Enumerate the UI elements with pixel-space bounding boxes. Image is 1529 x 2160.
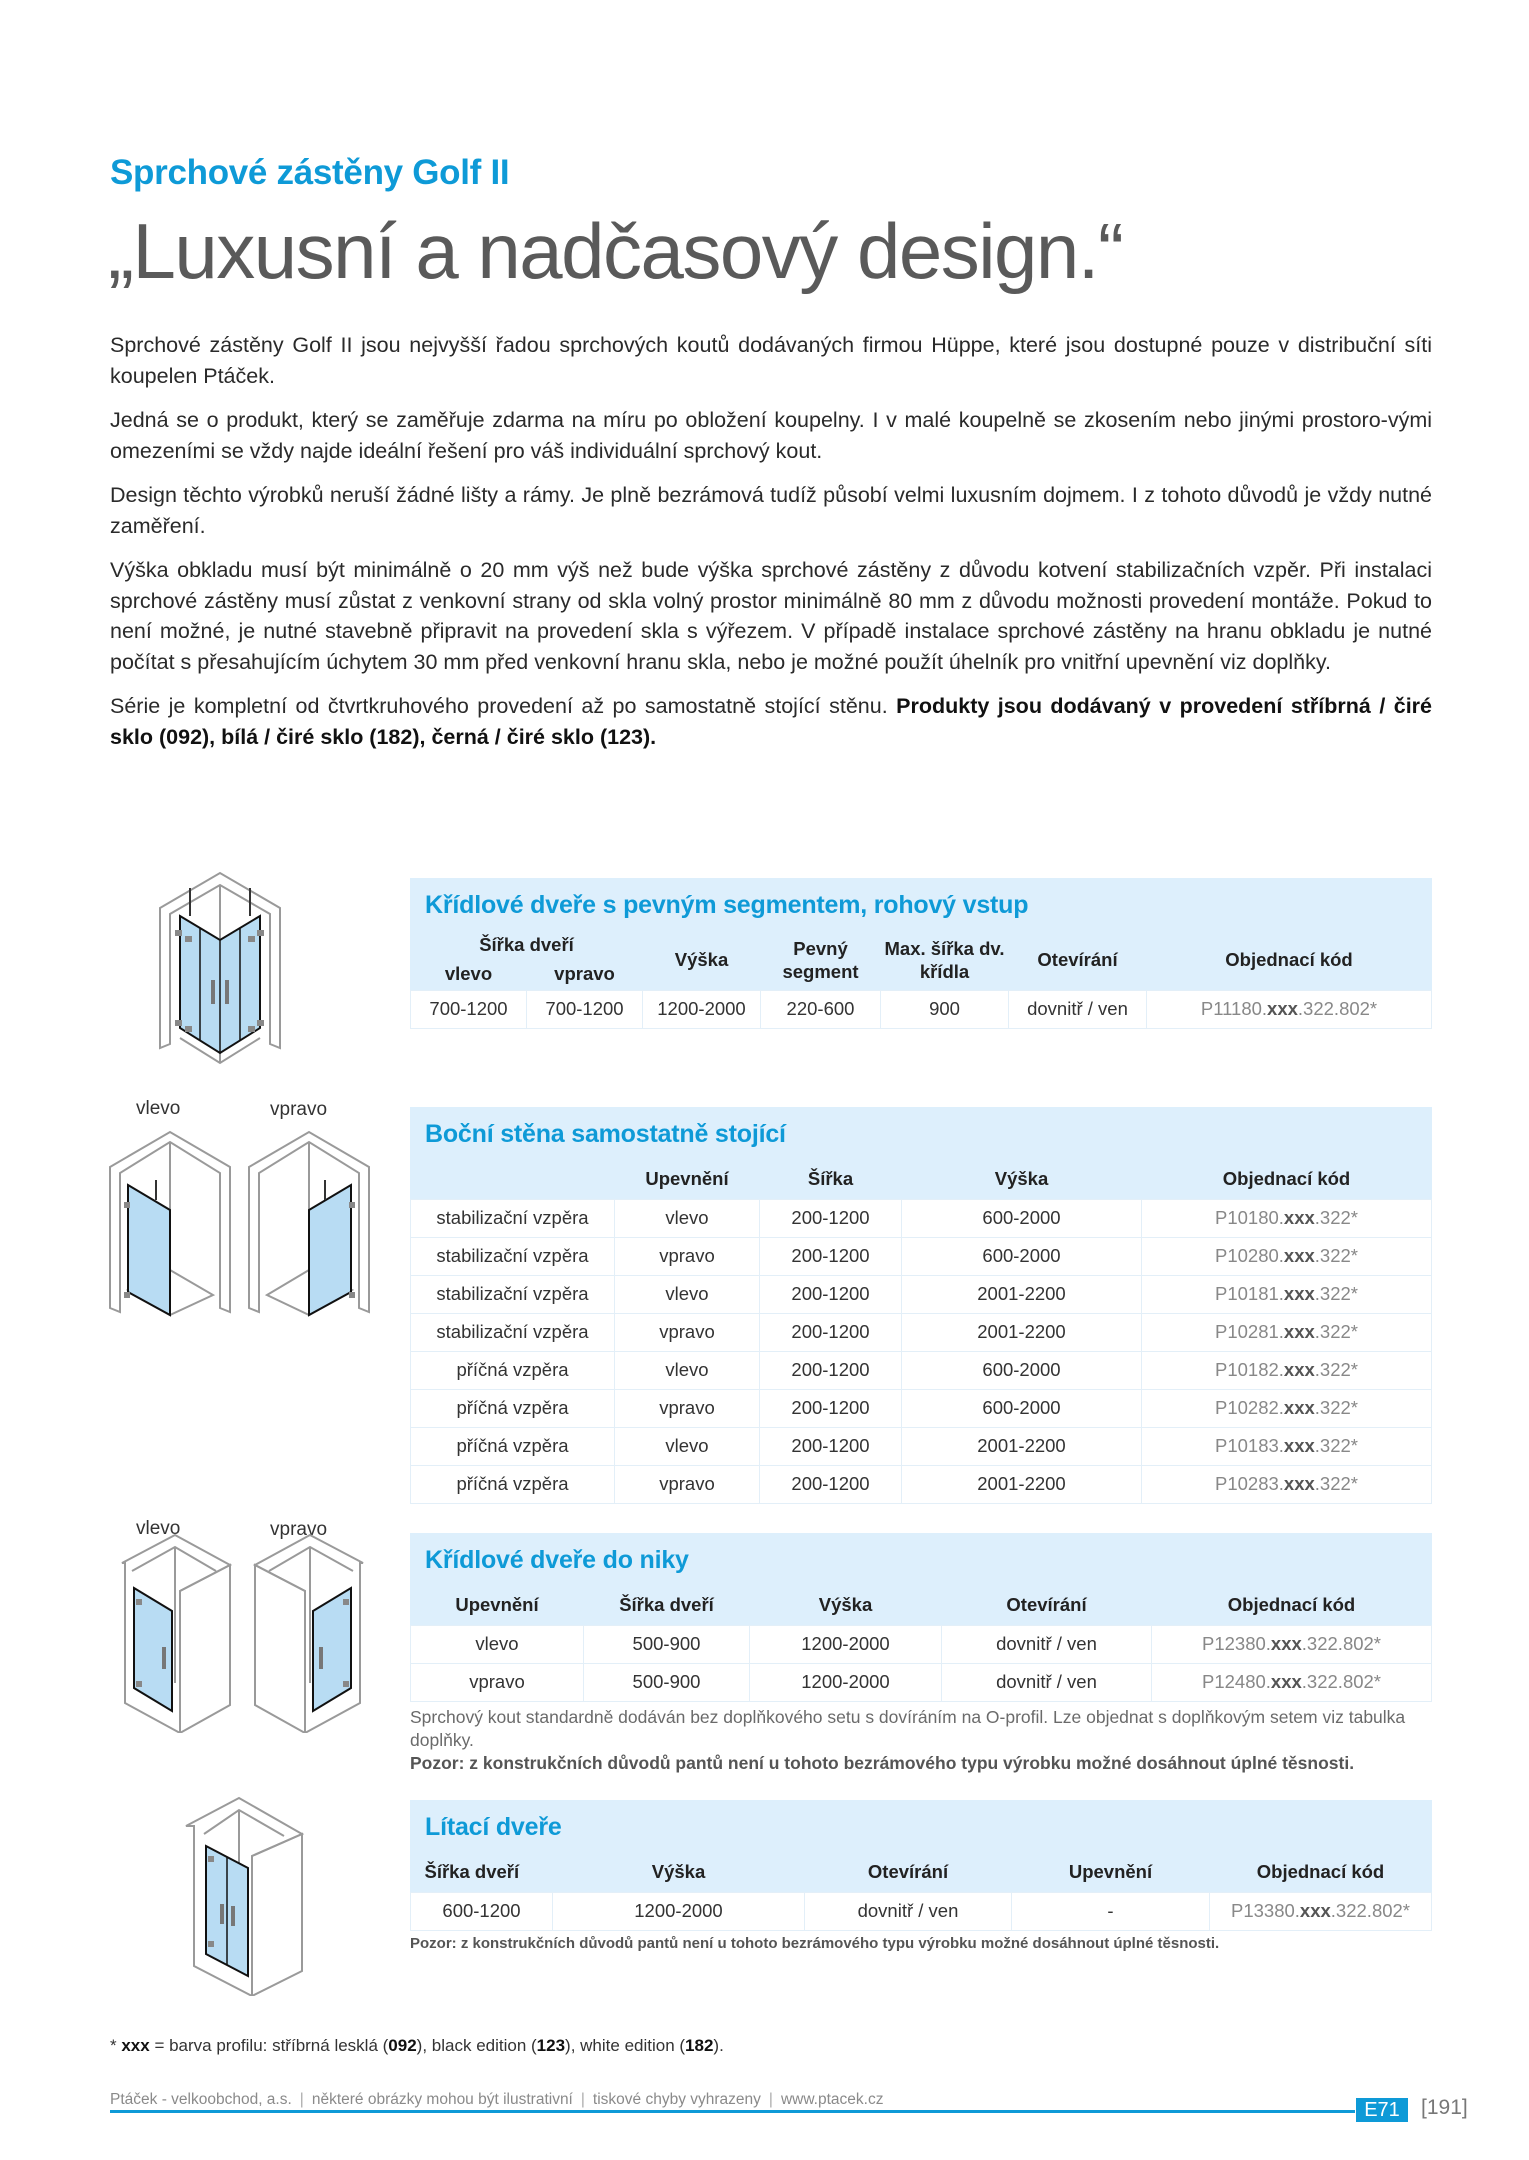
cell-text: ). <box>713 2036 724 2055</box>
cell-text: 900 <box>881 990 1009 1028</box>
cell-text: P10183. <box>1214 1435 1284 1456</box>
cell-text: | <box>580 2091 585 2108</box>
label-left: vlevo <box>136 1518 181 1539</box>
order-code <box>1142 1199 1432 1237</box>
table-row <box>411 1199 1432 1237</box>
column-header-fixed-segment: Pevný segment <box>782 937 859 982</box>
column-header-height: Výška <box>818 1594 873 1616</box>
cell-text: * <box>110 2036 122 2055</box>
order-code <box>1142 1465 1432 1503</box>
cell-text: .322.802* <box>1330 1900 1411 1921</box>
page-headline: „Luxusní a nadčasový design.“ <box>108 207 1123 295</box>
column-header-right: vpravo <box>554 963 615 985</box>
niche-doors-table <box>410 1585 1432 1702</box>
cell-text: příčná vzpěra <box>411 1389 615 1427</box>
cell-text: 123 <box>536 2036 566 2055</box>
table-swing-doors <box>410 1800 1432 1931</box>
cell-text: P11180. <box>1200 998 1268 1019</box>
corner-entry-shower-illustration <box>155 868 295 1068</box>
cell-text: .322* <box>1314 1435 1359 1456</box>
cell-text: 600-2000 <box>902 1351 1142 1389</box>
cell-text: vpravo <box>411 1663 584 1701</box>
order-code <box>1142 1275 1432 1313</box>
cell-text: .322* <box>1314 1321 1359 1342</box>
table-freestanding-side-wall <box>410 1107 1432 1504</box>
cell-text: příčná vzpěra <box>411 1427 615 1465</box>
cell-text: 200-1200 <box>760 1465 902 1503</box>
cell-text: 182 <box>685 2036 714 2055</box>
cell-text: Série je kompletní od čtvrtkruhového provedení až po samostatně stojící stěnu. <box>110 694 897 718</box>
cell-text: xxx <box>1283 1321 1315 1342</box>
cell-text: 200-1200 <box>760 1389 902 1427</box>
cell-text: 1200-2000 <box>750 1625 942 1663</box>
table-title: Lítací dveře <box>425 1813 562 1841</box>
niche-door-left-illustration <box>120 1533 235 1733</box>
cell-text: 200-1200 <box>760 1313 902 1351</box>
cell-text: .322* <box>1314 1473 1359 1494</box>
cell-text: 200-1200 <box>760 1199 902 1237</box>
cell-text: stabilizační vzpěra <box>411 1275 615 1313</box>
table-row <box>411 1892 1432 1930</box>
table-row <box>411 1275 1432 1313</box>
side-wall-left-illustration <box>108 1130 233 1320</box>
table-title: Křídlové dveře do niky <box>425 1546 689 1574</box>
cell-text: 2001-2200 <box>902 1427 1142 1465</box>
table-row <box>411 1625 1432 1663</box>
cell-text: vpravo <box>615 1389 760 1427</box>
product-finishes: Produkty jsou dodávaný v provedení stříbrná / čiré sklo (092), bílá / čiré sklo (182), černá / čiré sklo (123). <box>110 694 1432 749</box>
swing-doors-table <box>410 1852 1432 1931</box>
cell-text: dovnitř / ven <box>942 1625 1152 1663</box>
label-left: vlevo <box>136 1098 181 1119</box>
niche-door-right-illustration <box>253 1533 368 1733</box>
cell-text: P10181. <box>1214 1283 1284 1304</box>
cell-text: | <box>299 2091 304 2108</box>
column-header-opening: Otevírání <box>1037 949 1118 971</box>
cell-text: 200-1200 <box>760 1427 902 1465</box>
column-header-max-door-width: Max. šířka dv. křídla <box>884 937 1005 982</box>
cell-text: Sprchový kout standardně dodáván bez doplňkového setu s dovíráním na O-profil. Lze objednat s doplňkovým setem viz tabulka doplňky. <box>410 1707 1406 1750</box>
cell-text: 220-600 <box>761 990 881 1028</box>
footer-website-link[interactable]: www.ptacek.cz <box>780 2091 884 2108</box>
cell-text: .322* <box>1314 1283 1359 1304</box>
cell-text: stabilizační vzpěra <box>411 1237 615 1275</box>
cell-text: xxx <box>1283 1473 1315 1494</box>
niche-doors-note <box>410 1706 1440 1775</box>
cell-text: P10282. <box>1214 1397 1284 1418</box>
cell-text: xxx <box>1283 1359 1315 1380</box>
cell-text: ), black edition ( <box>416 2036 537 2055</box>
page-number: [191] <box>1421 2096 1468 2119</box>
column-group-door-width: Šířka dveří <box>479 933 574 955</box>
cell-text: xxx <box>1270 1633 1302 1654</box>
corner-entry-table <box>410 930 1432 1029</box>
cell-text: stabilizační vzpěra <box>411 1313 615 1351</box>
cell-text: 700-1200 <box>527 990 643 1028</box>
table-row <box>411 1663 1432 1701</box>
cell-text: 200-1200 <box>760 1351 902 1389</box>
footer-divider <box>110 2110 1355 2113</box>
cell-text: xxx <box>1267 998 1298 1019</box>
cell-text: 600-2000 <box>902 1237 1142 1275</box>
side-wall-table <box>410 1159 1432 1504</box>
cell-text: P10281. <box>1214 1321 1284 1342</box>
column-header-order-code: Objednací kód <box>1222 1168 1351 1190</box>
profile-color-footnote <box>110 2036 724 2056</box>
cell-text: xxx <box>1283 1207 1315 1228</box>
table-row <box>411 1351 1432 1389</box>
footer-disclaimer-images: některé obrázky mohou být ilustrativní <box>311 2091 573 2108</box>
cell-text: 1200-2000 <box>750 1663 942 1701</box>
table-row <box>411 1427 1432 1465</box>
cell-text: vpravo <box>615 1465 760 1503</box>
cell-text: příčná vzpěra <box>411 1351 615 1389</box>
cell-text: | <box>768 2091 773 2108</box>
cell-text: 1200-2000 <box>553 1892 805 1930</box>
cell-text: xxx <box>1270 1671 1302 1692</box>
cell-text: 200-1200 <box>760 1275 902 1313</box>
cell-text: xxx <box>1283 1245 1315 1266</box>
cell-text: P10283. <box>1214 1473 1284 1494</box>
column-header-opening: Otevírání <box>1006 1594 1087 1616</box>
cell-text: vpravo <box>615 1237 760 1275</box>
cell-text: 200-1200 <box>760 1237 902 1275</box>
footer-company: Ptáček - velkoobchod, a.s. <box>110 2091 292 2108</box>
column-header-height: Výška <box>994 1168 1049 1190</box>
cell-text: .322* <box>1314 1359 1359 1380</box>
cell-text: ), white edition ( <box>565 2036 686 2055</box>
cell-text: .322.802* <box>1297 998 1378 1019</box>
swing-doors-warning: Pozor: z konstrukčních důvodů pantů není u tohoto bezrámového typu výrobku možné dosáhnout úplné těsnosti. <box>410 1935 1220 1952</box>
cell-text: vlevo <box>615 1351 760 1389</box>
cell-text: dovnitř / ven <box>942 1663 1152 1701</box>
cell-text: P13380. <box>1230 1900 1300 1921</box>
cell-text: 600-2000 <box>902 1389 1142 1427</box>
section-badge: E71 <box>1356 2098 1408 2122</box>
column-header-width: Šířka <box>807 1168 854 1190</box>
cell-text: vlevo <box>615 1427 760 1465</box>
cell-text: .322* <box>1314 1397 1359 1418</box>
side-wall-right-illustration <box>247 1130 372 1320</box>
cell-text: 700-1200 <box>411 990 527 1028</box>
cell-text: 2001-2200 <box>902 1313 1142 1351</box>
cell-text: 092 <box>388 2036 417 2055</box>
table-row <box>411 1313 1432 1351</box>
cell-text: příčná vzpěra <box>411 1465 615 1503</box>
intro-paragraph-5 <box>110 691 1432 752</box>
cell-text: dovnitř / ven <box>805 1892 1012 1930</box>
cell-text: 1200-2000 <box>643 990 761 1028</box>
cell-text: P10180. <box>1214 1207 1284 1228</box>
intro-text <box>110 330 1432 766</box>
page-footer <box>110 2091 883 2109</box>
cell-text: P12480. <box>1201 1671 1271 1692</box>
cell-text: P10280. <box>1214 1245 1284 1266</box>
niche-doors-warning: Pozor: z konstrukčních důvodů pantů není u tohoto bezrámového typu výrobku možné dosáhnout úplné těsnosti. <box>410 1753 1355 1773</box>
cell-text: P12380. <box>1201 1633 1271 1654</box>
cell-text: 500-900 <box>584 1663 750 1701</box>
column-header-height: Výška <box>651 1861 706 1883</box>
cell-text: xxx <box>1283 1283 1315 1304</box>
intro-paragraph-4: Výška obkladu musí být minimálně o 20 mm výš než bude výška sprchové zástěny z důvodu kotvení stabilizačních vzpěr. Při instalaci sprchové zástěny musí zůstat z venkovní strany od skla volný prostor minimálně 80 mm z důvodu možnosti provedení montáže. Pokud to není možné, je nutné stavebně připravit na provedení skla s výřezem. V případě instalace sprchové zástěny na hranu obkladu je nutné počítat s přesahujícím úchytem 30 mm před venkovní hranu skla, nebo je možné použít úhelník pro vnitřní upevnění viz doplňky. <box>110 558 1432 674</box>
cell-text: P10182. <box>1214 1359 1284 1380</box>
table-title: Křídlové dveře s pevným segmentem, rohový vstup <box>425 891 1029 919</box>
column-header-mounting: Upevnění <box>1068 1861 1153 1883</box>
table-row <box>411 1389 1432 1427</box>
cell-text: .322.802* <box>1301 1671 1382 1692</box>
table-row <box>411 990 1432 1028</box>
cell-text: .322.802* <box>1301 1633 1382 1654</box>
cell-text: xxx <box>1283 1397 1315 1418</box>
cell-text: 2001-2200 <box>902 1465 1142 1503</box>
intro-paragraph-1: Sprchové zástěny Golf II jsou nejvyšší řadou sprchových koutů dodávaných firmou Hüppe, které jsou dostupné pouze v distribuční síti koupelen Ptáček. <box>110 333 1432 388</box>
order-code <box>1142 1351 1432 1389</box>
column-header-mounting: Upevnění <box>455 1594 539 1616</box>
order-code <box>1142 1389 1432 1427</box>
swing-door-illustration <box>184 1796 309 1996</box>
cell-text: vlevo <box>615 1275 760 1313</box>
cell-text: vlevo <box>615 1199 760 1237</box>
table-niche-doors <box>410 1533 1432 1702</box>
cell-text: dovnitř / ven <box>1009 990 1147 1028</box>
cell-text: 500-900 <box>584 1625 750 1663</box>
cell-text: stabilizační vzpěra <box>411 1199 615 1237</box>
cell-text: 600-2000 <box>902 1199 1142 1237</box>
label-right: vpravo <box>270 1519 328 1540</box>
column-header-order-code: Objednací kód <box>1227 1594 1356 1616</box>
order-code <box>1142 1427 1432 1465</box>
section-subtitle: Sprchové zástěny Golf II <box>110 153 510 192</box>
column-header-type <box>411 1159 615 1199</box>
cell-text: 2001-2200 <box>902 1275 1142 1313</box>
table-row <box>411 1465 1432 1503</box>
column-header-order-code: Objednací kód <box>1256 1861 1385 1883</box>
table-title: Boční stěna samostatně stojící <box>425 1120 786 1148</box>
label-right: vpravo <box>270 1099 328 1120</box>
order-code <box>1142 1237 1432 1275</box>
column-header-mounting: Upevnění <box>645 1168 729 1190</box>
cell-text: .322* <box>1314 1207 1359 1228</box>
cell-text: xxx <box>1283 1435 1315 1456</box>
intro-paragraph-3: Design těchto výrobků neruší žádné lišty a rámy. Je plně bezrámová tudíž působí velmi luxusním dojmem. I z tohoto důvodů je vždy nutné zaměření. <box>110 483 1432 538</box>
column-header-door-width: Šířka dveří <box>424 1861 520 1883</box>
order-code <box>1147 990 1432 1028</box>
column-header-opening: Otevírání <box>867 1861 949 1883</box>
order-code <box>1142 1313 1432 1351</box>
intro-paragraph-2: Jedná se o produkt, který se zaměřuje zdarma na míru po obložení koupelny. I v malé koupelně se zkosením nebo jinými prostoro-vými omezeními se vždy najde ideální řešení pro váš individuální sprchový kout. <box>110 408 1432 463</box>
cell-text: vlevo <box>411 1625 584 1663</box>
cell-text: xxx <box>1299 1900 1331 1921</box>
footer-disclaimer-typos: tiskové chyby vyhrazeny <box>592 2091 761 2108</box>
column-header-order-code: Objednací kód <box>1225 949 1353 971</box>
order-code <box>1210 1892 1432 1930</box>
order-code <box>1152 1625 1432 1663</box>
cell-text: = barva profilu: stříbrná lesklá ( <box>149 2036 389 2055</box>
swing-doors-note <box>410 1932 1440 1955</box>
cell-text: vpravo <box>615 1313 760 1351</box>
cell-text: xxx <box>121 2036 150 2055</box>
order-code <box>1152 1663 1432 1701</box>
table-corner-entry-doors <box>410 878 1432 1029</box>
column-header-left: vlevo <box>444 963 493 985</box>
cell-text: .322* <box>1314 1245 1359 1266</box>
cell-text: - <box>1012 1892 1210 1930</box>
table-row <box>411 1237 1432 1275</box>
column-header-height: Výška <box>674 949 729 971</box>
cell-text: 600-1200 <box>411 1892 553 1930</box>
column-header-door-width: Šířka dveří <box>619 1594 714 1616</box>
